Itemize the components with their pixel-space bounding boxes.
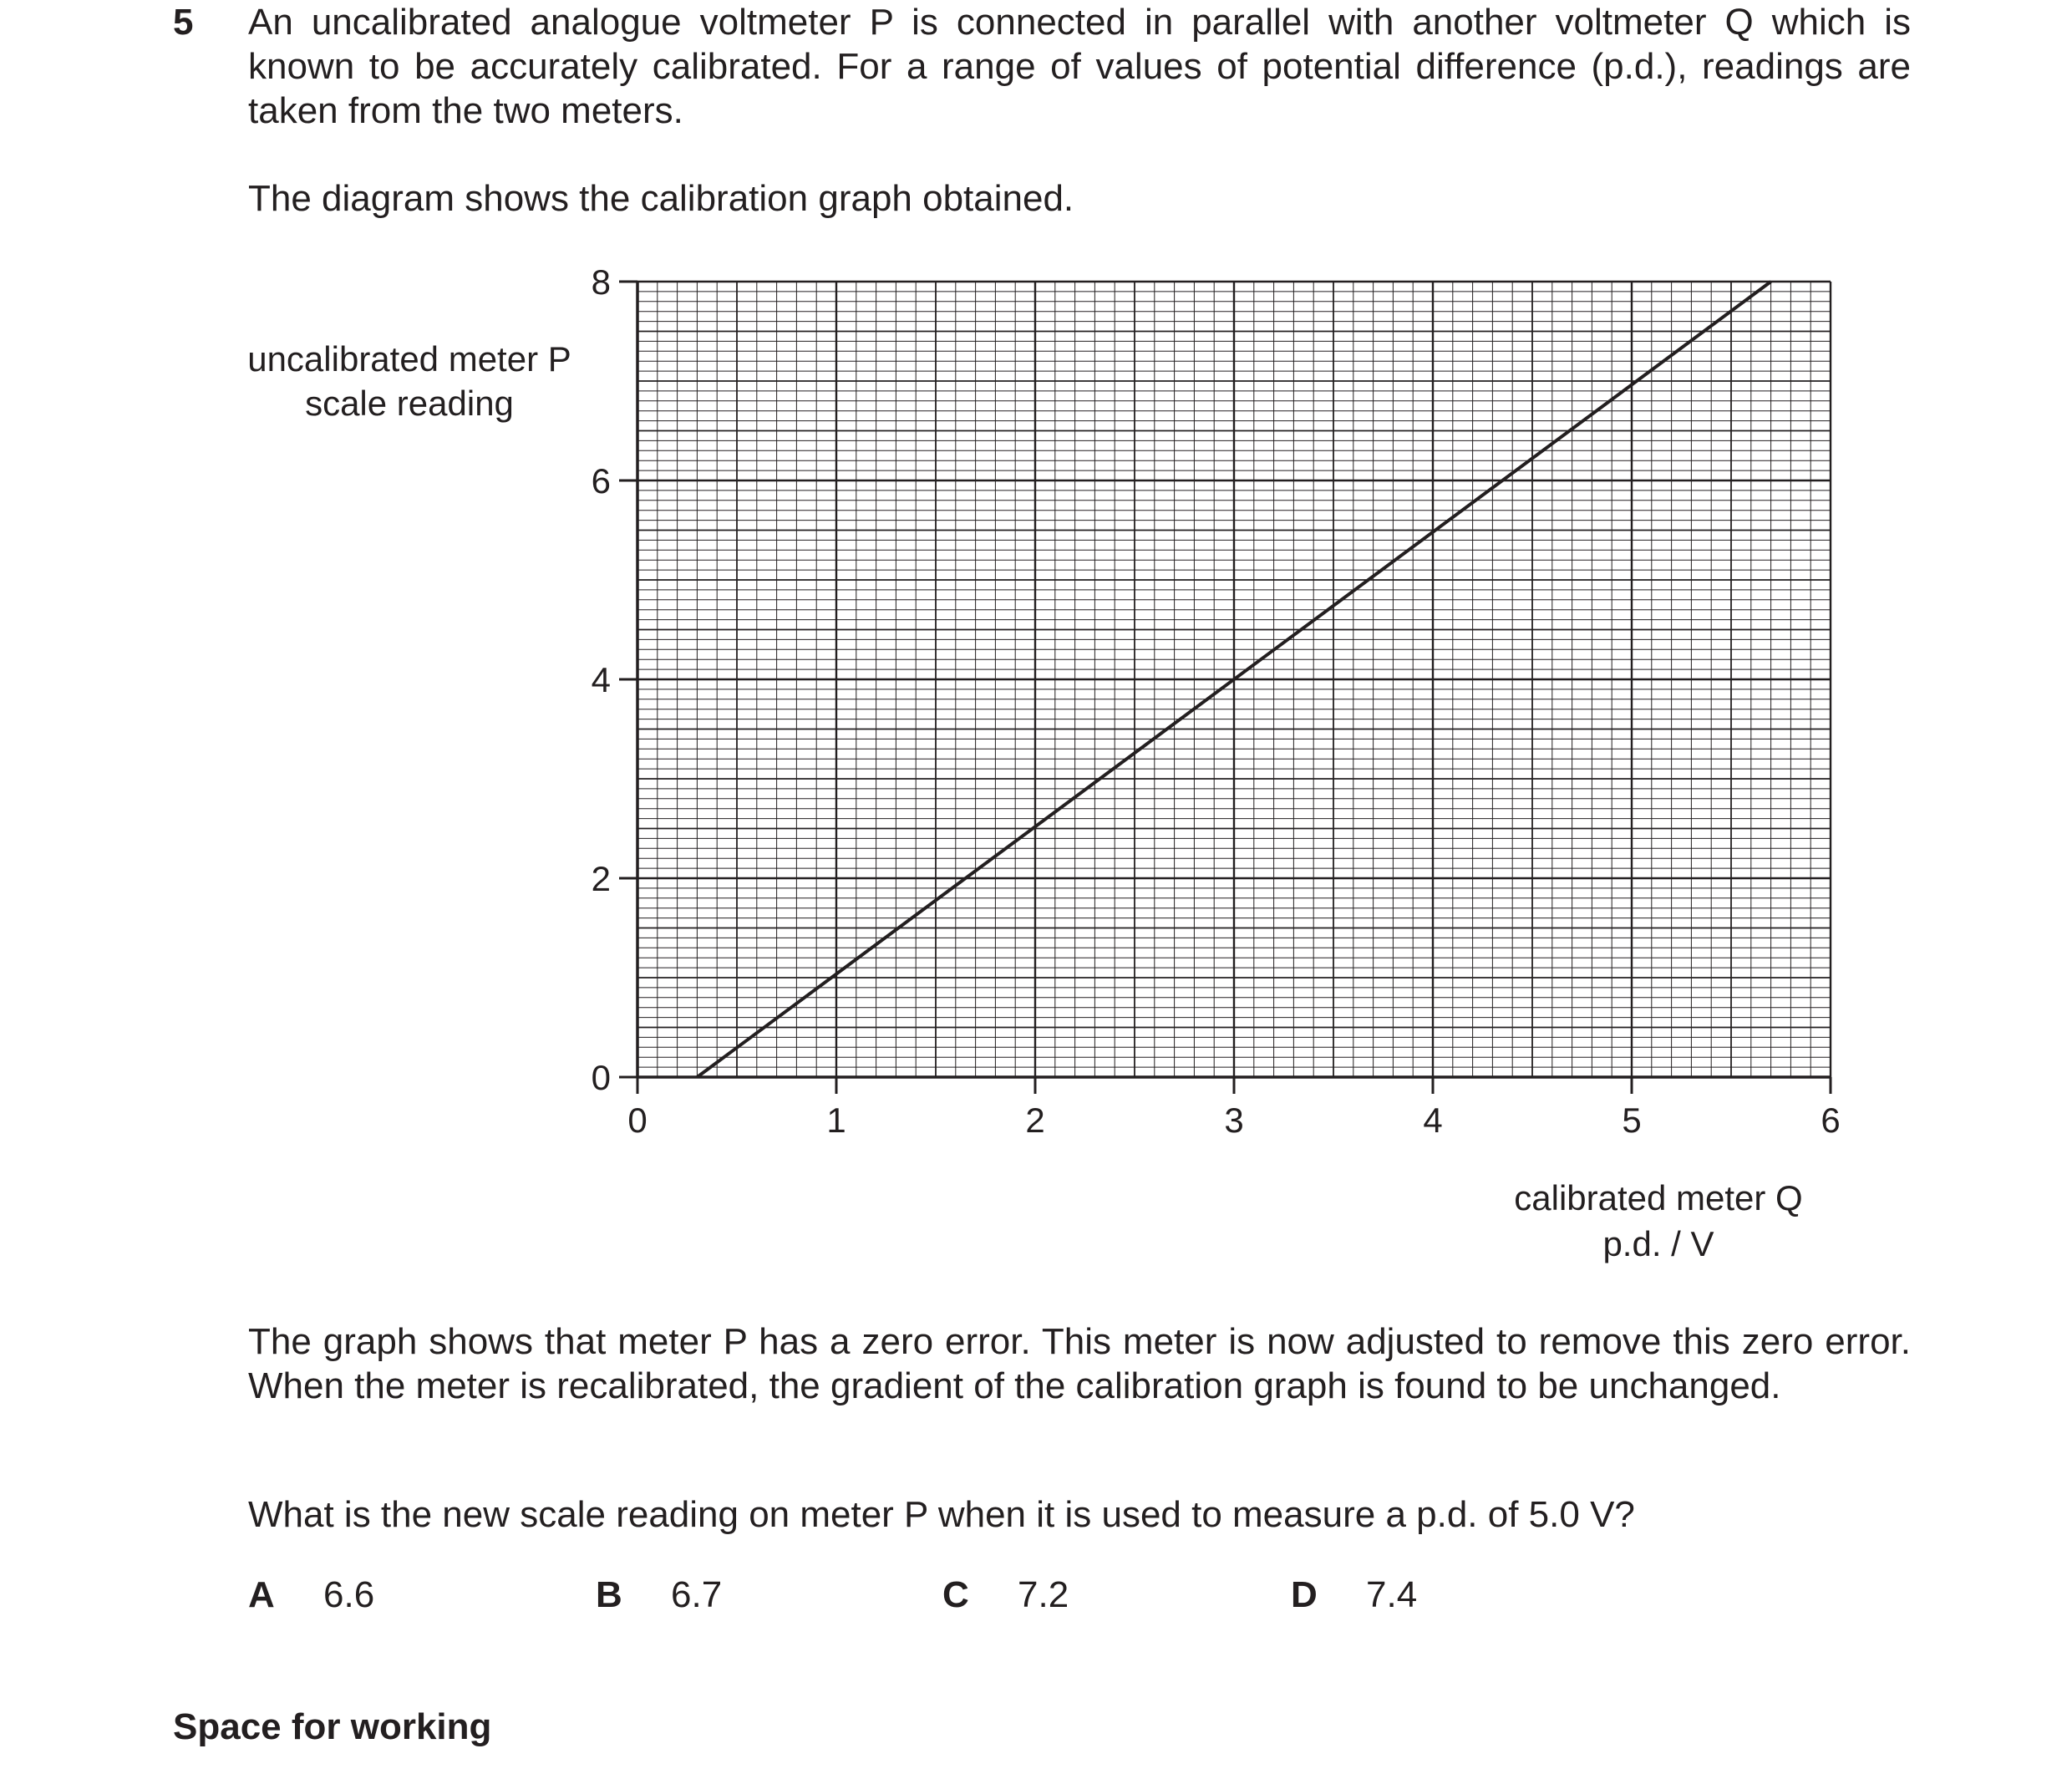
option-value: 7.2	[1018, 1574, 1069, 1615]
x-tick-label: 5	[1622, 1100, 1642, 1140]
question-text: What is the new scale reading on meter P when it is used to measure a p.d. of 5.0 V?	[248, 1494, 1635, 1535]
option-letter: B	[596, 1574, 622, 1615]
x-tick-label: 3	[1224, 1100, 1244, 1140]
option-value: 7.4	[1366, 1574, 1418, 1615]
x-tick-label: 2	[1025, 1100, 1045, 1140]
y-tick-label: 6	[591, 461, 611, 501]
y-axis-label-line1: uncalibrated meter P	[247, 339, 571, 379]
diagram-intro: The diagram shows the calibration graph obtained.	[248, 178, 1074, 219]
y-tick-label: 0	[591, 1058, 611, 1097]
working-space-label: Space for working	[173, 1706, 492, 1747]
question-stem: An uncalibrated analogue voltmeter P is connected in parallel with another voltmeter Q which is known to be accurately calibrated. For a range of values of potential difference (p.d.), readings are taken from the two meters.	[248, 2, 1911, 131]
x-axis-label-line1: calibrated meter Q	[1514, 1178, 1803, 1217]
option-c[interactable]	[942, 1573, 1069, 1617]
option-d[interactable]	[1291, 1573, 1417, 1617]
y-tick-label: 8	[591, 262, 611, 302]
option-letter: A	[248, 1574, 275, 1615]
option-b[interactable]	[596, 1573, 722, 1617]
x-axis-label-line2: p.d. / V	[1602, 1224, 1714, 1263]
x-tick-label: 6	[1821, 1100, 1841, 1140]
option-value: 6.7	[671, 1574, 723, 1615]
y-axis-label-line2: scale reading	[305, 384, 514, 423]
question-number: 5	[173, 2, 194, 43]
option-value: 6.6	[323, 1574, 375, 1615]
followup-text: The graph shows that meter P has a zero error. This meter is now adjusted to remove this zero error. When the meter is recalibrated, the gradient of the calibration graph is found to be unchanged.	[248, 1321, 1911, 1406]
option-a[interactable]	[248, 1573, 374, 1617]
option-letter: D	[1291, 1574, 1318, 1615]
tick-labels	[592, 262, 1841, 1140]
y-tick-label: 4	[591, 660, 611, 699]
x-tick-label: 1	[826, 1100, 846, 1140]
y-tick-label: 2	[591, 859, 611, 898]
x-tick-label: 0	[627, 1100, 648, 1140]
option-letter: C	[942, 1574, 969, 1615]
x-tick-label: 4	[1423, 1100, 1443, 1140]
